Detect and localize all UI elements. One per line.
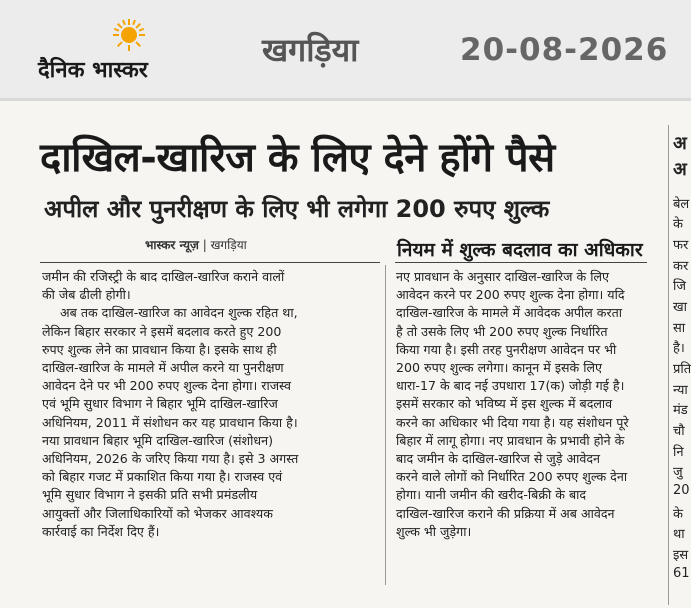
side-heading: नियम में शुल्क बदलाव का अधिकार: [397, 239, 643, 261]
text-line: अब तक दाखिल-खारिज का आवेदन शुल्क रहित था,: [60, 305, 298, 321]
adjacent-fragment: नि: [673, 445, 684, 460]
text-line: जमीन की रजिस्ट्री के बाद दाखिल-खारिज कराने वालों: [42, 269, 285, 284]
text-line: को बिहार गजट में प्रकाशित किया गया है। राजस्व एवं: [42, 469, 283, 485]
site-header: [0, 0, 691, 101]
text-line: 200 रुपए शुल्क लगेगा। कानून में इसके लिए: [396, 360, 602, 376]
byline-place: खगड़िया: [210, 238, 247, 252]
article-byline: भास्कर न्यूज़ | खगड़िया: [145, 238, 247, 252]
text-line: नया प्रावधान बिहार भूमि दाखिल-खारिज (संशोधन): [42, 432, 274, 448]
text-line: है तो उसके लिए भी 200 रुपए शुल्क निर्धारित: [396, 323, 608, 339]
text-line: आवेदन देने पर भी 200 रुपए शुल्क देना होगा। राजस्व: [42, 378, 291, 394]
text-line: बाद जमीन के दाखिल-खारिज से जुड़े आवेदन: [396, 451, 601, 467]
text-line: अधिनियम, 2026 के जरिए किया गया है। इसे 3 अगस्त: [42, 451, 299, 467]
text-line: होगा। यानी जमीन की खरीद-बिक्री के बाद: [396, 487, 587, 503]
text-line: दाखिल-खारिज के मामले में आवेदक अपील करता: [396, 305, 623, 321]
text-line: दाखिल-खारिज कराने की प्रक्रिया में अब आवेदन: [396, 505, 615, 521]
adjacent-fragment: बेल: [673, 197, 690, 212]
column-rule: [395, 262, 647, 263]
adjacent-fragment: था: [673, 527, 685, 542]
edition-city: खगड़िया: [262, 31, 359, 69]
adjacent-fragment: जि: [673, 279, 687, 294]
text-line: इसमें सरकार को भविष्य में इस शुल्क में बदलाव: [396, 396, 613, 412]
adjacent-article-column: [668, 125, 691, 605]
text-line: रुपए शुल्क लेने का प्रावधान किया है। इसके साथ ही: [42, 341, 277, 357]
adjacent-fragment: न्या: [673, 383, 688, 398]
adjacent-fragment: चौ: [673, 424, 685, 439]
text-line: आवेदन करने पर 200 रुपए शुल्क देना होगा। यदि: [396, 287, 625, 303]
adjacent-fragment: इस: [673, 548, 689, 563]
text-line: किया गया है। इसी तरह पुनरीक्षण आवेदन पर भी: [396, 341, 617, 357]
sun-icon: [112, 18, 146, 52]
text-line: आयुक्तों और जिलाधिकारियों को भेजकर आवश्यक: [42, 505, 273, 521]
text-line: करने का अधिकार भी दिया गया है। यह संशोधन पूरे: [396, 414, 629, 430]
column-rule: [40, 262, 380, 263]
text-line: लेकिन बिहार सरकार ने इसमें बदलाव करते हुए 200: [42, 323, 282, 339]
text-line: बिहार में लागू होगा। नए प्रावधान के प्रभावी होने के: [396, 432, 625, 448]
adjacent-fragment: है।: [673, 341, 685, 356]
text-line: नए प्रावधान के अनुसार दाखिल-खारिज के लिए: [396, 269, 609, 284]
text-line: भूमि सुधार विभाग ने इसकी प्रति सभी प्रमंडलीय: [42, 487, 258, 503]
text-line: धारा-17 के बाद नई उपधारा 17(क) जोड़ी गई है।: [396, 378, 625, 394]
text-line: करने वाले लोगों को निर्धारित 200 रुपए शुल्क देना: [396, 469, 628, 485]
column-divider: [385, 265, 386, 585]
adjacent-fragment: फर: [673, 238, 689, 253]
article-headline: दाखिल-खारिज के लिए देने होंगे पैसे: [40, 135, 555, 181]
adjacent-fragment: 61: [673, 566, 690, 581]
brand-logo[interactable]: [38, 18, 218, 88]
adjacent-fragment: 20: [673, 483, 690, 498]
adjacent-fragment: कर: [673, 259, 689, 274]
article-column-1: [42, 268, 374, 541]
adjacent-fragment: प्रति: [673, 362, 691, 377]
adjacent-fragment: अ: [673, 133, 687, 154]
adjacent-fragment: अ: [673, 159, 687, 180]
byline-source: भास्कर न्यूज़: [145, 238, 199, 252]
adjacent-fragment: के: [673, 217, 683, 232]
text-line: एवं भूमि सुधार विभाग ने बिहार भूमि दाखिल-खारिज: [42, 396, 278, 412]
edition-date: 20-08-2026: [460, 32, 669, 68]
adjacent-fragment: मंड: [673, 403, 688, 418]
adjacent-fragment: सा: [673, 321, 686, 336]
adjacent-fragment: खा: [673, 300, 688, 315]
text-line: शुल्क भी जुड़ेगा।: [396, 523, 472, 539]
adjacent-fragment: जु: [673, 465, 683, 480]
logo-wordmark: दैनिक भास्कर: [38, 58, 148, 83]
text-line: दाखिल-खारिज के मामले में अपील करने या पुनरीक्षण: [42, 360, 284, 376]
text-line: अधिनियम, 2011 में संशोधन कर यह प्रावधान किया है।: [42, 414, 298, 430]
text-line: कार्रवाई का निर्देश दिए हैं।: [42, 523, 160, 539]
text-line: की जेब ढीली होगी।: [42, 287, 131, 303]
article-subheadline: अपील और पुनरीक्षण के लिए भी लगेगा 200 रुपए शुल्क: [44, 195, 550, 223]
article-column-2: [396, 268, 646, 541]
adjacent-fragment: के: [673, 507, 683, 522]
